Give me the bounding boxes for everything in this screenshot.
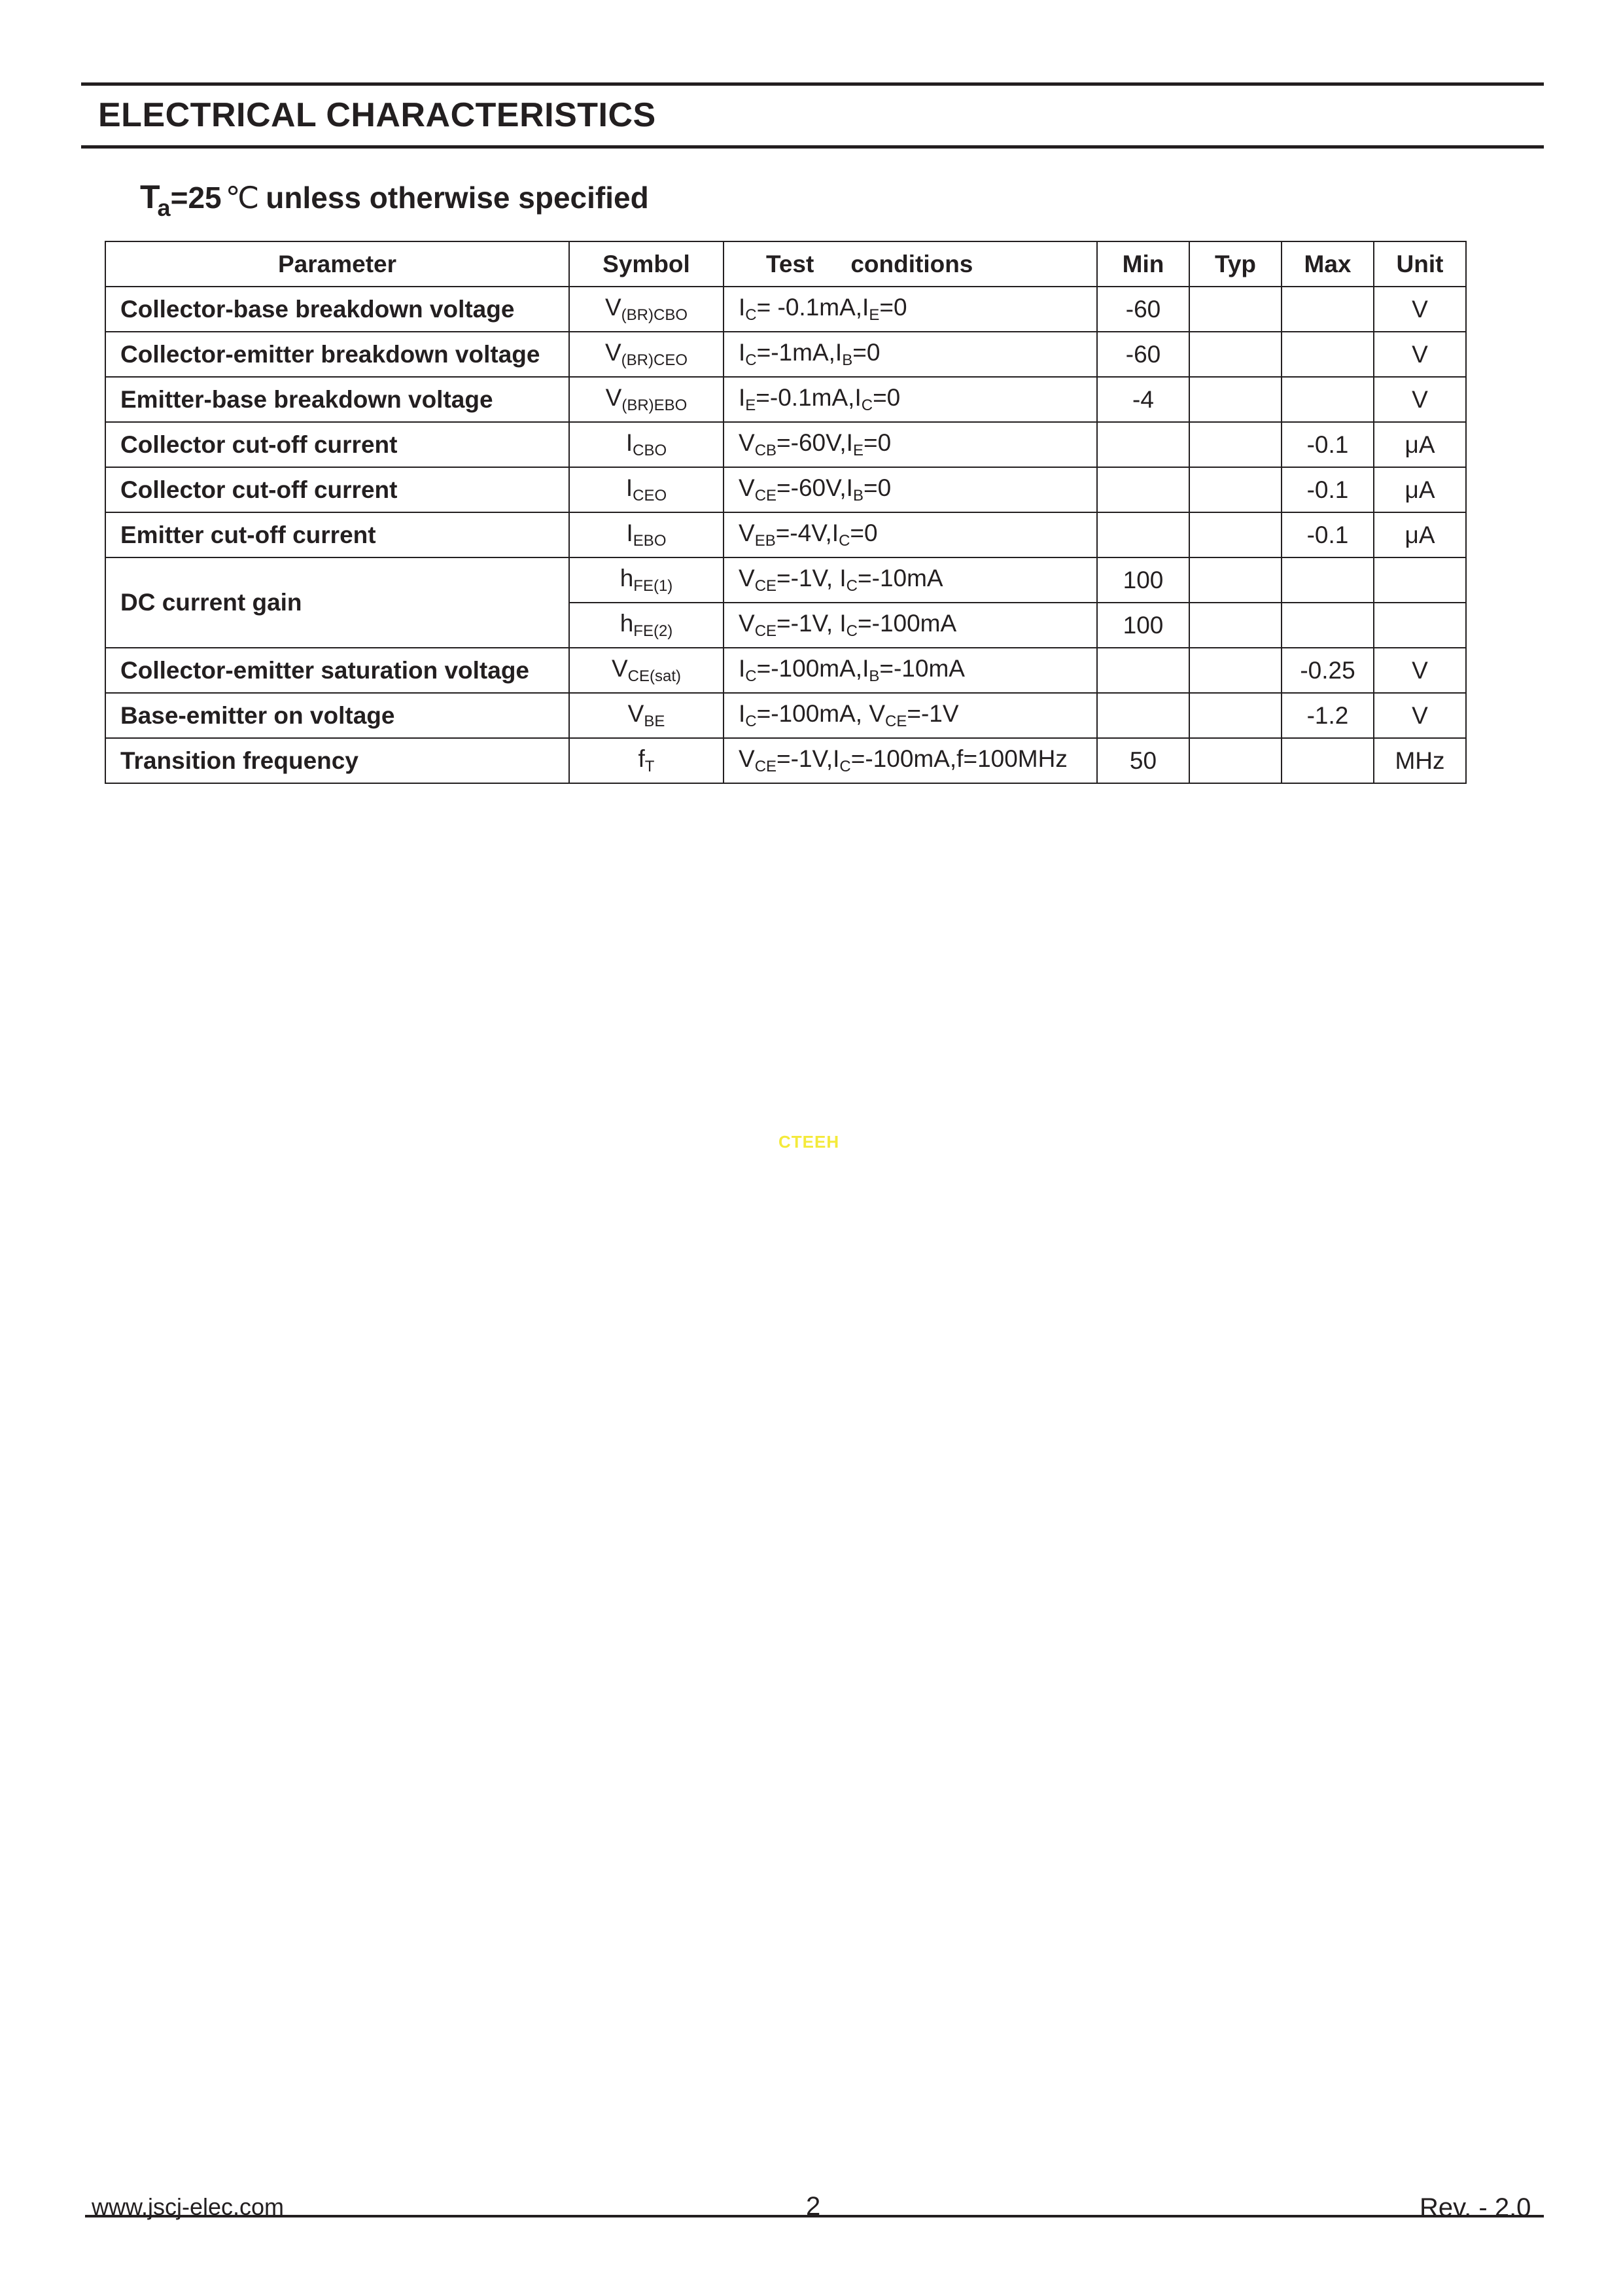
symbol-main: f: [638, 745, 645, 772]
min-cell: 100: [1097, 557, 1189, 603]
max-cell: -0.1: [1282, 512, 1374, 557]
condition-text: =-60V,I: [777, 474, 853, 501]
unit-cell: [1374, 603, 1466, 648]
symbol-main: h: [620, 565, 634, 592]
min-cell: [1097, 648, 1189, 693]
condition-subscript: CE: [754, 577, 777, 595]
table-row: [105, 738, 1466, 783]
symbol-main: V: [605, 384, 622, 411]
condition-text: =-100mA,I: [756, 655, 869, 682]
symbol-cell: [569, 603, 724, 648]
min-cell: [1097, 467, 1189, 512]
unit-cell: V: [1374, 693, 1466, 738]
test-condition-cell: [724, 693, 1097, 738]
unit-cell: μA: [1374, 422, 1466, 467]
test-condition-cell: [724, 332, 1097, 377]
unit-cell: V: [1374, 287, 1466, 332]
condition-subscript: CE: [754, 487, 777, 504]
unit-cell: V: [1374, 648, 1466, 693]
max-cell: [1282, 332, 1374, 377]
header-unit: Unit: [1374, 241, 1466, 287]
unit-cell: [1374, 557, 1466, 603]
typ-cell: [1189, 467, 1282, 512]
symbol-cell: [569, 693, 724, 738]
page-number: 2: [806, 2192, 821, 2221]
symbol-subscript: CE(sat): [627, 667, 682, 685]
parameter-cell: Transition frequency: [105, 738, 569, 783]
max-cell: -0.1: [1282, 467, 1374, 512]
condition-text: =0: [879, 294, 907, 321]
min-cell: -60: [1097, 287, 1189, 332]
ambient-condition: [140, 178, 649, 222]
test-condition-cell: [724, 603, 1097, 648]
test-condition-cell: [724, 467, 1097, 512]
condition-text: unless otherwise specified: [266, 181, 649, 215]
symbol-subscript: (BR)CBO: [621, 306, 688, 324]
test-condition-cell: [724, 377, 1097, 422]
symbol-subscript: BE: [644, 713, 665, 730]
min-cell: [1097, 422, 1189, 467]
typ-cell: [1189, 603, 1282, 648]
table-body: [105, 287, 1466, 783]
symbol-cell: [569, 332, 724, 377]
condition-text: V: [739, 474, 755, 501]
table-row: [105, 332, 1466, 377]
symbol-cell: [569, 738, 724, 783]
typ-cell: [1189, 422, 1282, 467]
typ-cell: [1189, 693, 1282, 738]
condition-text: =-1V, I: [777, 610, 846, 637]
top-rule: [81, 82, 1544, 86]
table-row: [105, 648, 1466, 693]
condition-text: =-1V,I: [777, 745, 840, 772]
symbol-main: V: [627, 700, 644, 727]
condition-subscript: E: [852, 442, 864, 459]
symbol-cell: [569, 557, 724, 603]
condition-text: =-0.1mA,I: [756, 384, 862, 411]
condition-text: =0: [852, 339, 881, 366]
condition-subscript: C: [745, 667, 757, 685]
condition-text: =0: [873, 384, 901, 411]
symbol-subscript: (BR)EBO: [621, 397, 688, 414]
symbol-subscript: CEO: [633, 487, 667, 504]
unit-cell: μA: [1374, 467, 1466, 512]
table-row: [105, 467, 1466, 512]
condition-text: V: [739, 745, 755, 772]
watermark: CTEEH: [778, 1132, 840, 1152]
max-cell: -1.2: [1282, 693, 1374, 738]
condition-text: V: [739, 520, 755, 546]
parameter-cell: Emitter cut-off current: [105, 512, 569, 557]
table-row: [105, 693, 1466, 738]
symbol-cell: [569, 377, 724, 422]
parameter-cell: Collector cut-off current: [105, 467, 569, 512]
condition-text: =0: [863, 429, 892, 456]
condition-text: =-60V,I: [777, 429, 853, 456]
typ-cell: [1189, 332, 1282, 377]
condition-subscript: C: [846, 622, 858, 640]
typ-cell: [1189, 648, 1282, 693]
condition-text: =-4V,I: [775, 520, 839, 546]
test-condition-cell: [724, 422, 1097, 467]
parameter-cell: DC current gain: [105, 557, 569, 648]
condition-text: =-100mA,f=100MHz: [850, 745, 1068, 772]
parameter-cell: Collector-emitter saturation voltage: [105, 648, 569, 693]
typ-cell: [1189, 738, 1282, 783]
temp-symbol: T: [140, 179, 160, 215]
symbol-cell: [569, 422, 724, 467]
test-condition-cell: [724, 287, 1097, 332]
table-row: [105, 422, 1466, 467]
unit-cell: MHz: [1374, 738, 1466, 783]
condition-subscript: EB: [754, 532, 776, 550]
min-cell: -60: [1097, 332, 1189, 377]
condition-subscript: C: [745, 713, 757, 730]
table-row: [105, 377, 1466, 422]
parameter-cell: Base-emitter on voltage: [105, 693, 569, 738]
symbol-subscript: (BR)CEO: [621, 351, 688, 369]
max-cell: [1282, 377, 1374, 422]
header-parameter: Parameter: [105, 241, 569, 287]
revision-label: Rev. - 2.0: [1420, 2193, 1531, 2222]
condition-text: =-10mA: [879, 655, 965, 682]
max-cell: [1282, 287, 1374, 332]
condition-text: I: [739, 294, 746, 321]
condition-text: I: [739, 700, 746, 727]
unit-cell: V: [1374, 377, 1466, 422]
unit-cell: μA: [1374, 512, 1466, 557]
condition-text: V: [739, 565, 755, 592]
condition-text: =0: [863, 474, 892, 501]
condition-text: =-1V, I: [777, 565, 846, 592]
condition-subscript: C: [745, 351, 757, 369]
condition-text: I: [739, 384, 746, 411]
condition-text: =0: [850, 520, 878, 546]
condition-text: =-100mA: [858, 610, 957, 637]
condition-text: =-100mA, V: [756, 700, 886, 727]
condition-subscript: C: [846, 577, 858, 595]
temp-subscript: a: [157, 194, 171, 221]
parameter-cell: Collector-base breakdown voltage: [105, 287, 569, 332]
parameter-cell: Emitter-base breakdown voltage: [105, 377, 569, 422]
header-test-conditions: [724, 241, 1097, 287]
test-condition-cell: [724, 557, 1097, 603]
test-condition-cell: [724, 738, 1097, 783]
condition-text: = -0.1mA,I: [756, 294, 869, 321]
symbol-subscript: FE(1): [633, 577, 673, 595]
header-max: Max: [1282, 241, 1374, 287]
condition-subscript: CE: [754, 758, 777, 775]
header-min: Min: [1097, 241, 1189, 287]
symbol-cell: [569, 512, 724, 557]
condition-subscript: B: [869, 667, 880, 685]
min-cell: 50: [1097, 738, 1189, 783]
table-header-row: [105, 241, 1466, 287]
condition-subscript: E: [869, 306, 880, 324]
condition-subscript: C: [861, 397, 873, 414]
table-row: [105, 287, 1466, 332]
condition-subscript: CB: [754, 442, 777, 459]
condition-text: =-1mA,I: [756, 339, 843, 366]
symbol-subscript: T: [644, 758, 655, 775]
condition-subscript: B: [842, 351, 853, 369]
unit-cell: V: [1374, 332, 1466, 377]
symbol-main: I: [626, 520, 633, 546]
table-row: [105, 557, 1466, 603]
typ-cell: [1189, 377, 1282, 422]
condition-text: =-1V: [907, 700, 959, 727]
max-cell: [1282, 557, 1374, 603]
electrical-characteristics-table: [105, 241, 1467, 784]
max-cell: -0.1: [1282, 422, 1374, 467]
footer-url: www.jscj-elec.com: [92, 2193, 285, 2220]
condition-text: I: [739, 655, 746, 682]
symbol-cell: [569, 467, 724, 512]
symbol-main: V: [611, 655, 628, 682]
symbol-subscript: FE(2): [633, 622, 673, 640]
heading-rule: [81, 145, 1544, 149]
section-heading: ELECTRICAL CHARACTERISTICS: [98, 96, 656, 134]
header-test: Test: [766, 250, 814, 277]
typ-cell: [1189, 512, 1282, 557]
header-conditions: conditions: [850, 250, 973, 277]
condition-subscript: C: [745, 306, 757, 324]
symbol-cell: [569, 648, 724, 693]
symbol-main: I: [625, 429, 633, 456]
condition-subscript: CE: [885, 713, 907, 730]
symbol-main: I: [625, 474, 633, 501]
symbol-cell: [569, 287, 724, 332]
condition-text: I: [739, 339, 746, 366]
header-symbol: Symbol: [569, 241, 724, 287]
condition-text: V: [739, 429, 755, 456]
test-condition-cell: [724, 512, 1097, 557]
min-cell: 100: [1097, 603, 1189, 648]
condition-text: V: [739, 610, 755, 637]
min-cell: [1097, 693, 1189, 738]
temp-value: =25: [170, 181, 222, 215]
max-cell: -0.25: [1282, 648, 1374, 693]
condition-subscript: E: [745, 397, 756, 414]
parameter-cell: Collector-emitter breakdown voltage: [105, 332, 569, 377]
parameter-cell: Collector cut-off current: [105, 422, 569, 467]
min-cell: [1097, 512, 1189, 557]
max-cell: [1282, 603, 1374, 648]
condition-subscript: B: [852, 487, 864, 504]
max-cell: [1282, 738, 1374, 783]
typ-cell: [1189, 557, 1282, 603]
degree-symbol: ℃: [225, 181, 260, 215]
min-cell: -4: [1097, 377, 1189, 422]
table-row: [105, 512, 1466, 557]
symbol-main: V: [604, 294, 621, 321]
symbol-subscript: CBO: [633, 442, 667, 459]
typ-cell: [1189, 287, 1282, 332]
header-typ: Typ: [1189, 241, 1282, 287]
condition-subscript: CE: [754, 622, 777, 640]
condition-subscript: C: [839, 758, 851, 775]
condition-subscript: C: [839, 532, 850, 550]
symbol-main: h: [620, 610, 634, 637]
symbol-subscript: EBO: [633, 532, 667, 550]
test-condition-cell: [724, 648, 1097, 693]
condition-text: =-10mA: [858, 565, 943, 592]
symbol-main: V: [604, 339, 621, 366]
